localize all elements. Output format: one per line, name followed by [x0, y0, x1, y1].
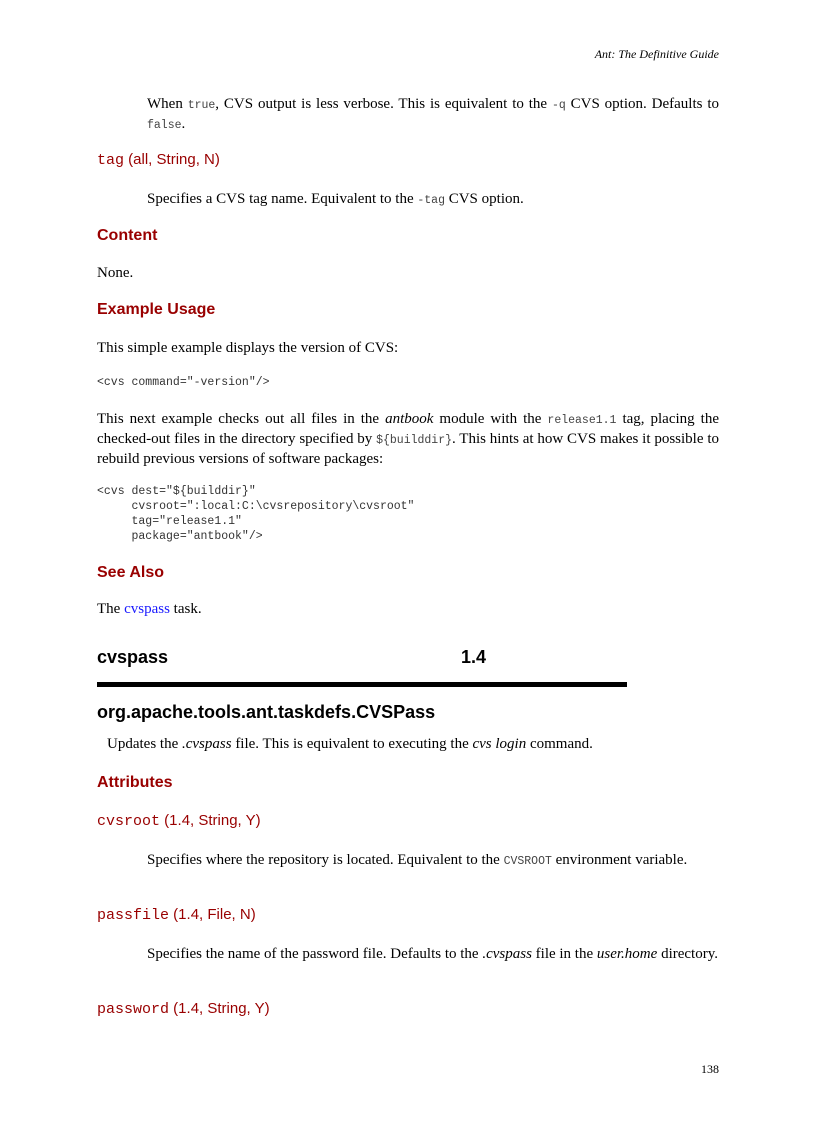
inline-code-cvsroot-env: CVSROOT	[503, 855, 552, 868]
code-block-checkout: <cvs dest="${builddir}" cvsroot=":local:C:\cvsrepository\cvsroot" tag="release1.1" package="antbook"/>	[97, 485, 415, 543]
attribute-heading-cvsroot: cvsroot (1.4, String, Y)	[97, 812, 261, 830]
task-version: 1.4	[461, 647, 487, 667]
inline-code-q-option: -q	[551, 99, 566, 112]
inline-code-false: false	[147, 119, 182, 132]
paragraph-passfile-description: Specifies the name of the password file. Defaults to the .cvspass file in the user.home directory.	[147, 946, 718, 962]
paragraph-task-description: Updates the .cvspass file. This is equivalent to executing the cvs login command.	[107, 736, 593, 752]
paragraph-example-checkout: This next example checks out all files in the antbook module with the release1.1 tag, placing the checked-out files in the directory specified by ${builddir}. This hints at how CVS makes it possible to rebuild previous versions of software packages:	[97, 411, 719, 467]
inline-code-true: true	[187, 99, 216, 112]
task-classname: org.apache.tools.ant.taskdefs.CVSPass	[97, 702, 436, 722]
task-name-heading: cvspass	[97, 647, 169, 667]
attribute-heading-passfile: passfile (1.4, File, N)	[97, 906, 256, 924]
running-header: Ant: The Definitive Guide	[594, 47, 719, 61]
inline-code-tag-option: -tag	[417, 194, 445, 207]
section-heading-example-usage: Example Usage	[97, 301, 216, 318]
task-heading-rule	[97, 682, 627, 687]
paragraph-cvsroot-description: Specifies where the repository is located. Equivalent to the CVSROOT environment variable.	[147, 852, 688, 868]
page-number: 138	[701, 1062, 719, 1076]
code-block-version: <cvs command="-version"/>	[97, 376, 270, 389]
inline-code-release: release1.1	[547, 414, 617, 427]
paragraph-tag-description: Specifies a CVS tag name. Equivalent to the -tag CVS option.	[147, 191, 524, 207]
section-heading-content: Content	[97, 227, 158, 244]
attribute-heading-password: password (1.4, String, Y)	[97, 1000, 270, 1018]
attribute-heading-tag: tag (all, String, N)	[97, 151, 220, 169]
paragraph-verbose-description: When true, CVS output is less verbose. This is equivalent to the -q CVS option. Defaults to false.	[147, 96, 719, 132]
inline-code-builddir: ${builddir}	[376, 434, 453, 447]
section-heading-see-also: See Also	[97, 564, 164, 581]
section-heading-attributes: Attributes	[97, 774, 173, 791]
paragraph-see-also: The cvspass task.	[97, 601, 202, 617]
paragraph-content: None.	[97, 265, 134, 281]
paragraph-example-intro: This simple example displays the version of CVS:	[97, 340, 399, 356]
cvspass-link[interactable]: cvspass	[124, 601, 170, 617]
